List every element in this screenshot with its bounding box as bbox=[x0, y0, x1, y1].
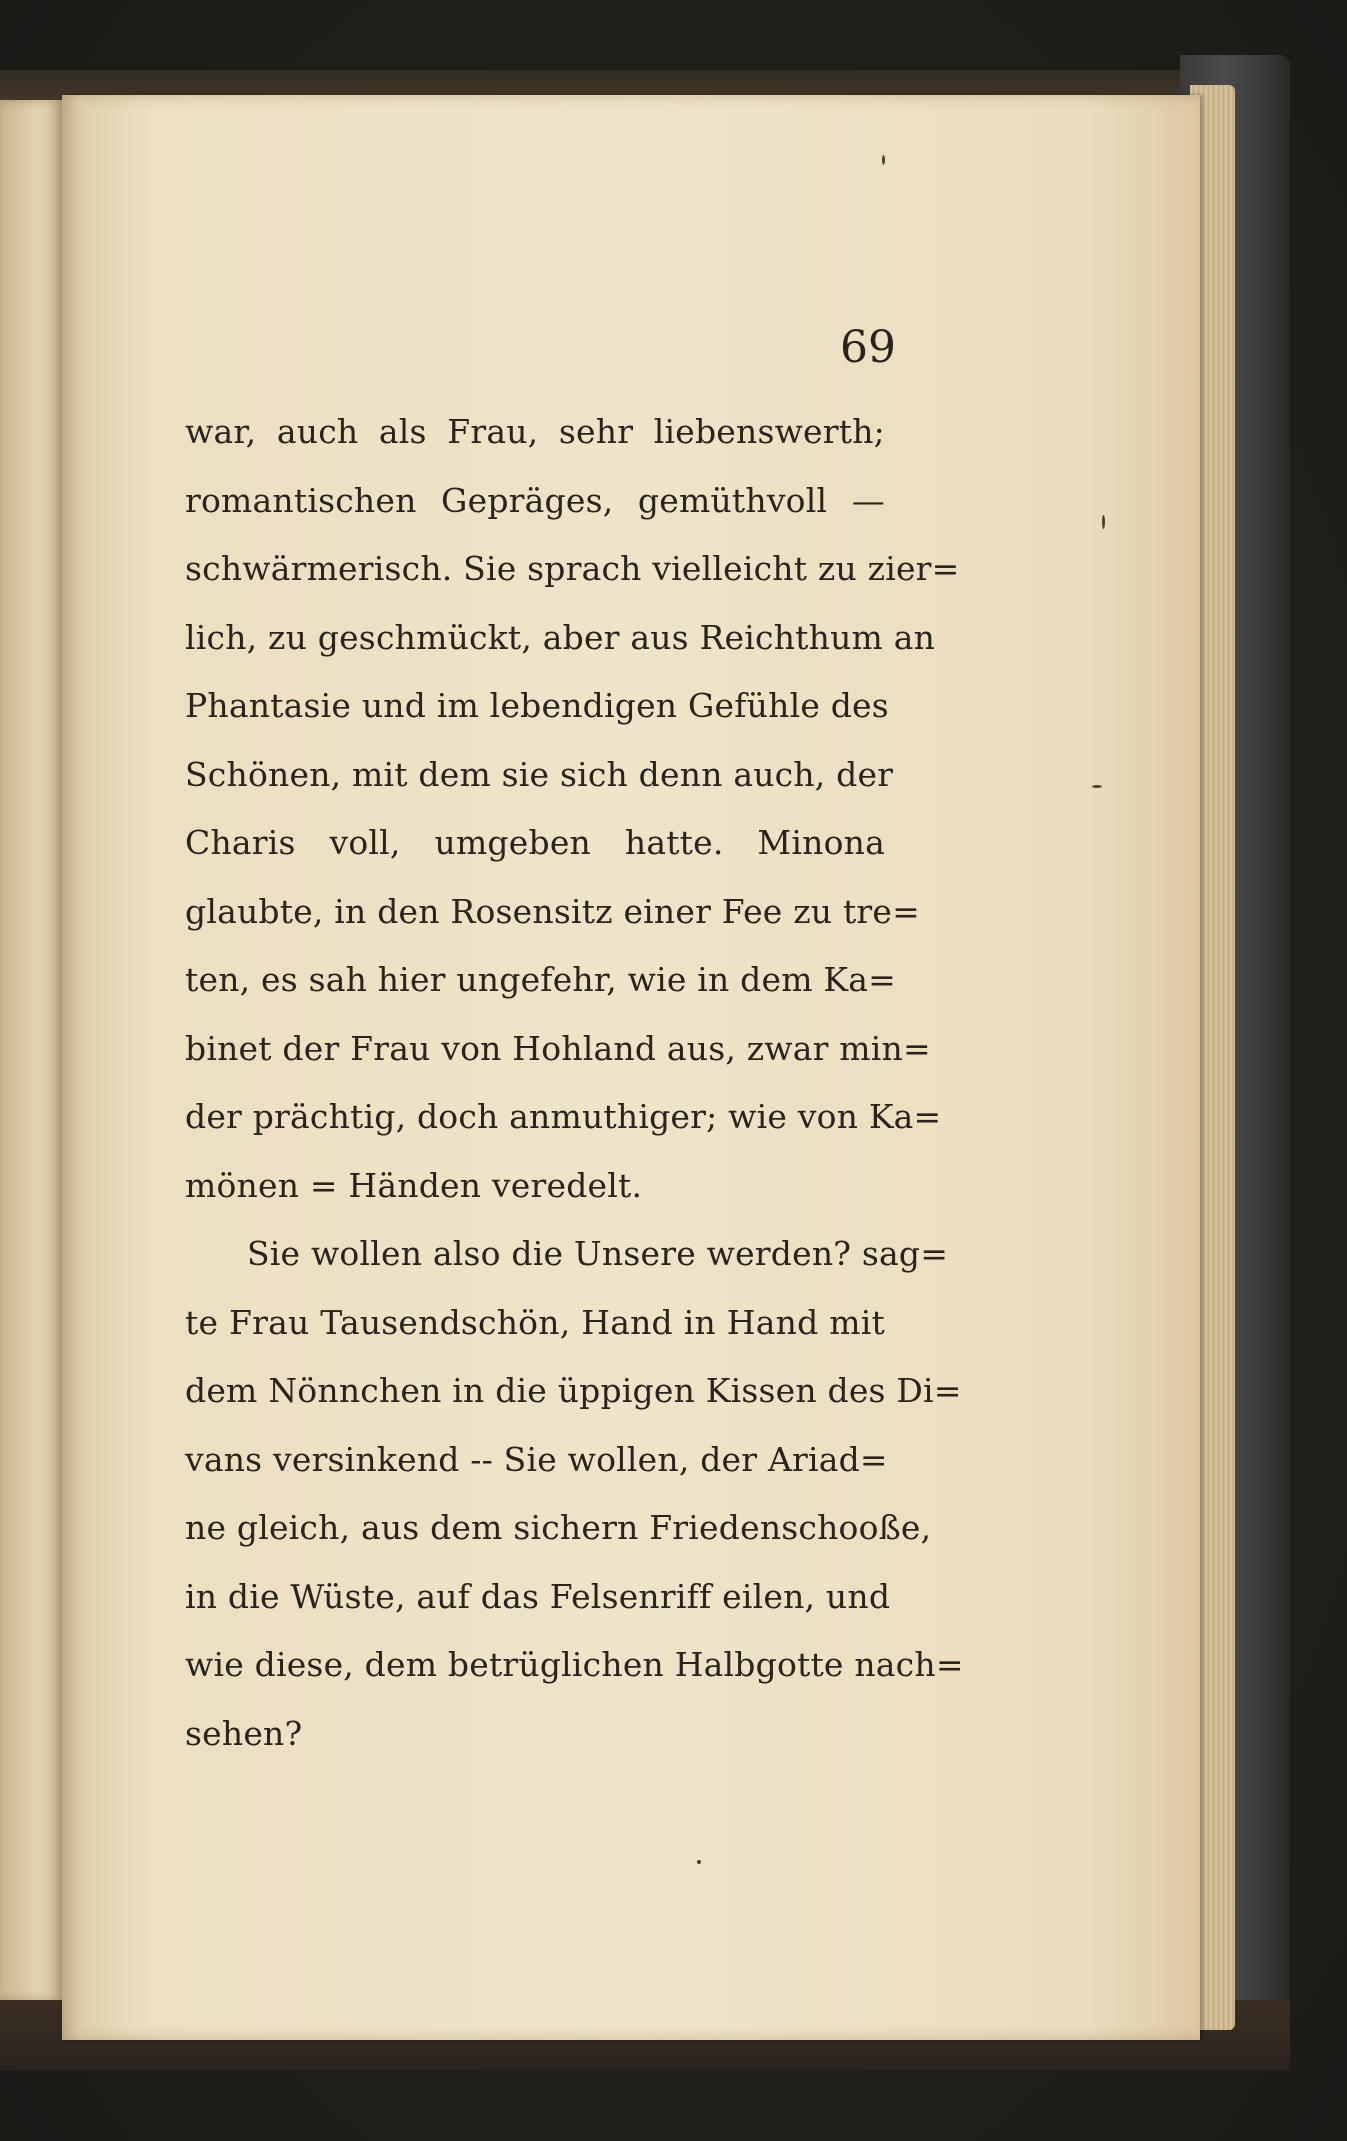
text-line: binet der Frau von Hohland aus, zwar min= bbox=[185, 1028, 931, 1068]
text-line: sehen? bbox=[185, 1713, 303, 1753]
page-number: 69 bbox=[840, 322, 896, 373]
text-line: war, auch als Frau, sehr liebenswerth; bbox=[185, 412, 885, 451]
text-line: der prächtig, doch anmuthiger; wie von Ka= bbox=[185, 1097, 942, 1136]
text-line: dem Nönnchen in die üppigen Kissen des Di= bbox=[185, 1371, 962, 1410]
text-line: Sie wollen also die Unsere werden? sag= bbox=[247, 1234, 949, 1273]
text-line: schwärmerisch. Sie sprach vielleicht zu zier= bbox=[185, 549, 960, 588]
text-line: ten, es sah hier ungefehr, wie in dem Ka= bbox=[185, 960, 896, 999]
paragraph bbox=[185, 398, 960, 1220]
text-line: glaubte, in den Rosensitz einer Fee zu tre= bbox=[185, 891, 920, 931]
text-line: Charis voll, umgeben hatte. Minona bbox=[185, 823, 885, 862]
text-line: lich, zu geschmückt, aber aus Reichthum an bbox=[185, 617, 936, 657]
text-line: in die Wüste, auf das Felsenriff eilen, und bbox=[185, 1576, 891, 1616]
text-line: Schönen, mit dem sie sich denn auch, der bbox=[185, 754, 894, 794]
text-line: te Frau Tausendschön, Hand in Hand mit bbox=[185, 1302, 885, 1342]
text-line: mönen = Händen veredelt. bbox=[185, 1165, 643, 1205]
text-line: romantischen Gepräges, gemüthvoll — bbox=[185, 480, 885, 520]
paper-speck bbox=[1102, 515, 1105, 529]
page-text bbox=[185, 398, 964, 1768]
text-line: vans versinkend -- Sie wollen, der Ariad= bbox=[185, 1439, 888, 1479]
paper-speck bbox=[882, 155, 885, 165]
previous-page-edge bbox=[0, 100, 62, 2000]
paragraph bbox=[185, 1220, 964, 1768]
text-line: wie diese, dem betrüglichen Halbgotte nach= bbox=[185, 1645, 964, 1684]
text-line: Phantasie und im lebendigen Gefühle des bbox=[185, 686, 889, 725]
paper-speck bbox=[1092, 785, 1102, 788]
paper-speck bbox=[697, 1860, 701, 1864]
text-line: ne gleich, aus dem sichern Friedenschooße, bbox=[185, 1508, 932, 1547]
